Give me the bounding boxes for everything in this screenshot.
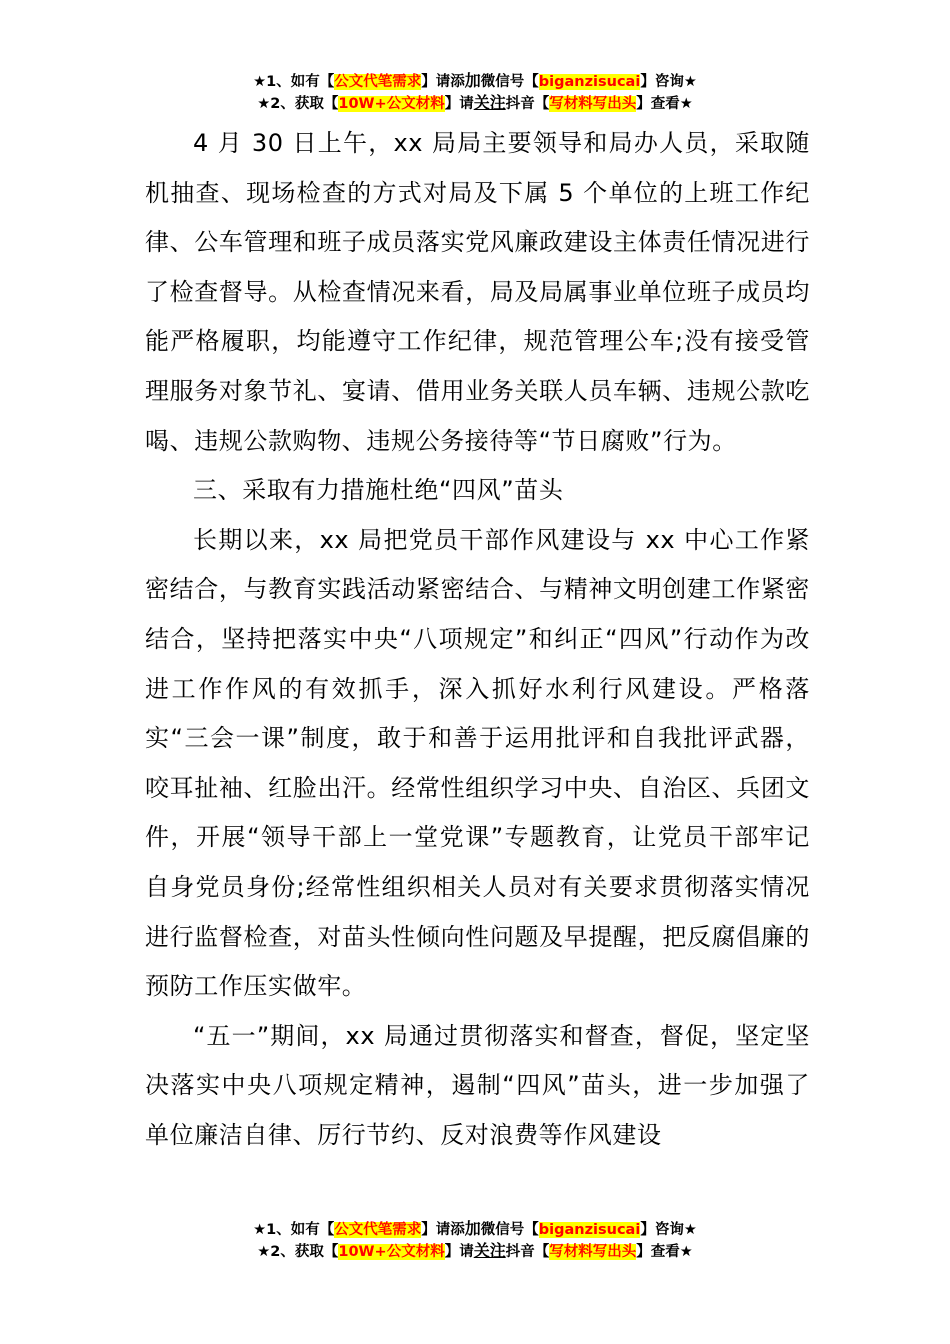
- section-heading-three: 三、采取有力措施杜绝“四风”苗头: [193, 476, 564, 505]
- banner-line-1: ★1、如有【公文代笔需求】请添加微信号【biganzisucai】咨询★: [253, 71, 697, 90]
- banner-line-1: ★1、如有【公文代笔需求】请添加微信号【biganzisucai】咨询★: [253, 1219, 697, 1238]
- banner-line-2: ★2、获取【10W+公文材料】请关注抖音【写材料写出头】查看★: [257, 93, 693, 112]
- paragraph-inspection: 4 月 30 日上午，xx 局局主要领导和局办人员，采取随机抽查、现场检查的方式对局及下属 5 个单位的上班工作纪律、公车管理和班子成员落实党风廉政建设主体责任情况进行了检查督导。从检查情况来看，局及局属事业单位班子成员均能严格履职，均能遵守工作纪律，规范管理公车;没有接受管理服务对象节礼、宴请、借用业务关联人员车辆、违规公款吃喝、违规公款购物、违规公务接待等“节日腐败”行为。: [145, 129, 810, 455]
- banner-highlight-materials: 10W+公文材料: [338, 1244, 445, 1260]
- banner-highlight-wechat-id: biganzisucai: [538, 74, 641, 90]
- banner-highlight-douyin: 写材料写出头: [549, 96, 637, 112]
- footer-banner: [0, 1218, 950, 1262]
- banner-highlight-service: 公文代笔需求: [334, 74, 422, 90]
- paragraph-may-day: “五一”期间，xx 局通过贯彻落实和督查，督促，坚定坚决落实中央八项规定精神，遏制“四风”苗头，进一步加强了单位廉洁自律、厉行节约、反对浪费等作风建设: [145, 1021, 810, 1149]
- paragraph-long-term: 长期以来，xx 局把党员干部作风建设与 xx 中心工作紧密结合，与教育实践活动紧密结合、与精神文明创建工作紧密结合，坚持把落实中央“八项规定”和纠正“四风”行动作为改进工作作风的有效抓手，深入抓好水利行风建设。严格落实“三会一课”制度，敢于和善于运用批评和自我批评武器，咬耳扯袖、红脸出汗。经常性组织学习中央、自治区、兵团文件，开展“领导干部上一堂党课”专题教育，让党员干部牢记自身党员身份;经常性组织相关人员对有关要求贯彻落实情况进行监督检查，对苗头性倾向性问题及早提醒，把反腐倡廉的预防工作压实做牢。: [145, 525, 810, 1001]
- banner-highlight-materials: 10W+公文材料: [338, 96, 445, 112]
- document-body: [145, 119, 810, 1160]
- banner-highlight-service: 公文代笔需求: [334, 1222, 422, 1238]
- banner-highlight-wechat-id: biganzisucai: [538, 1222, 641, 1238]
- banner-line-2: ★2、获取【10W+公文材料】请关注抖音【写材料写出头】查看★: [257, 1241, 693, 1260]
- header-banner: [0, 70, 950, 114]
- banner-highlight-douyin: 写材料写出头: [549, 1244, 637, 1260]
